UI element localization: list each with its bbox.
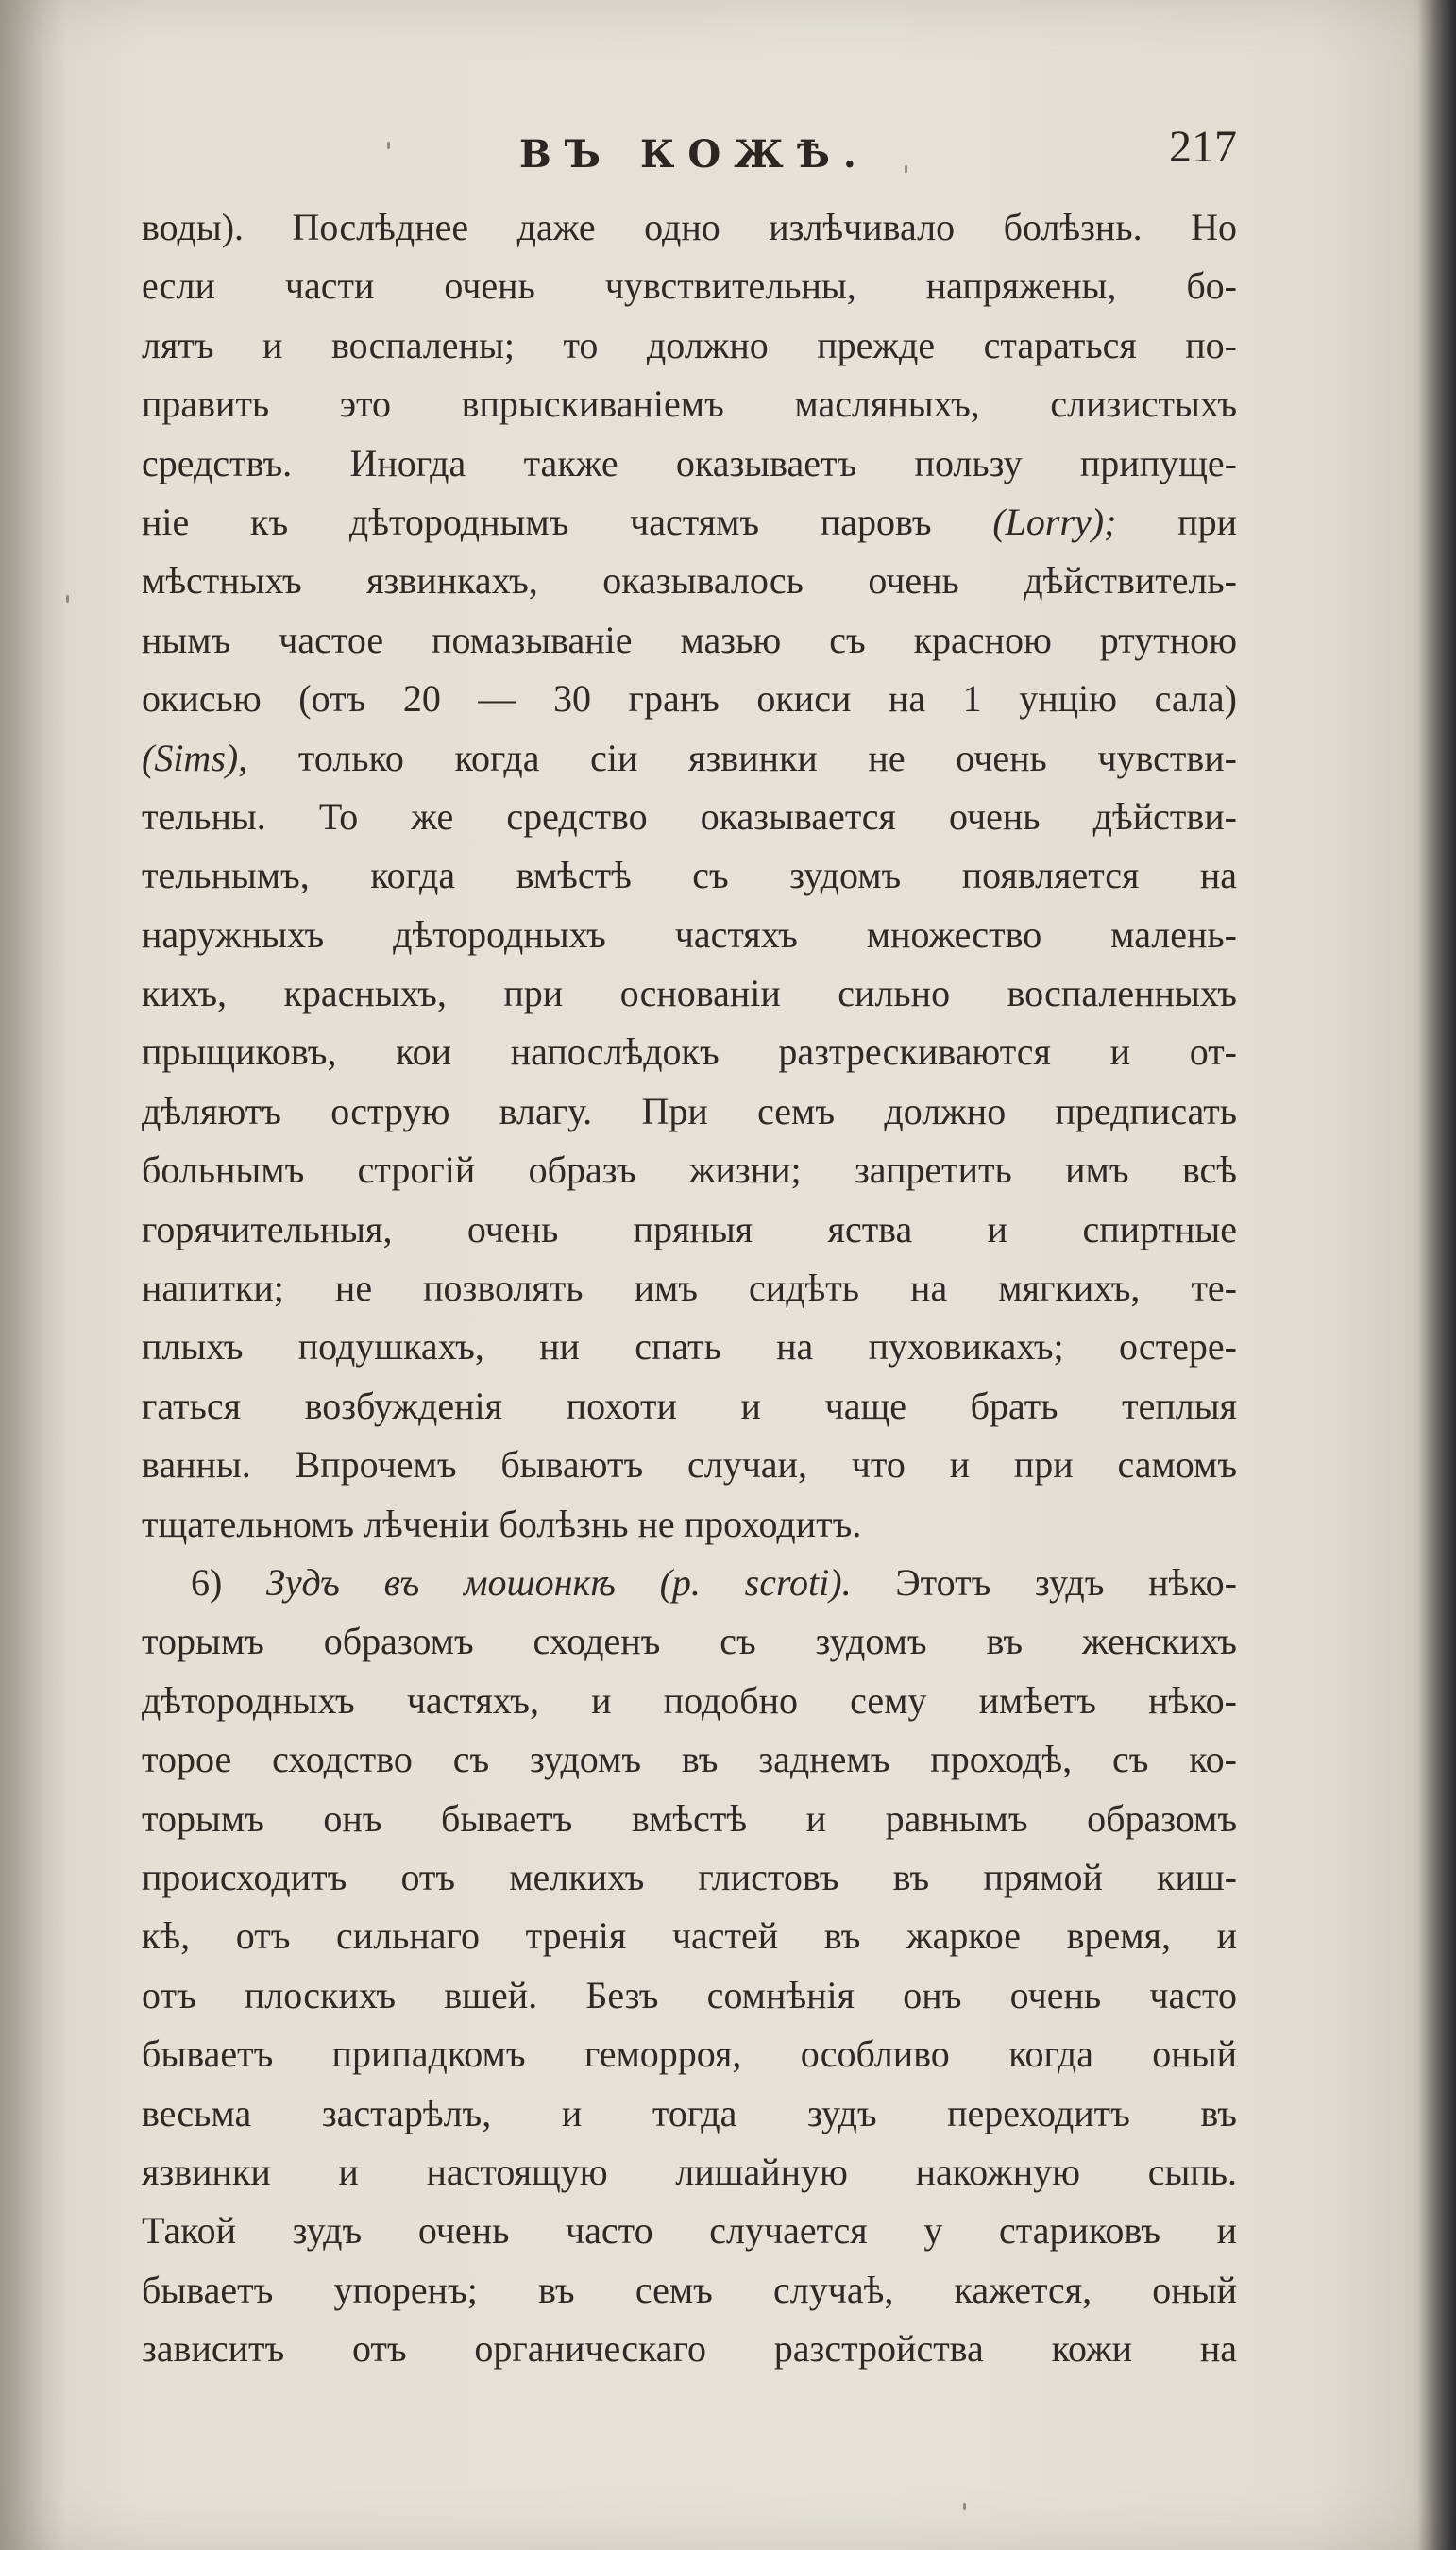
text-line — [142, 257, 1237, 315]
text-line — [142, 2084, 1237, 2143]
text-segment: кѣ, отъ сильнаго тренія частей въ жаркое время, и — [142, 1914, 1237, 1958]
text-line — [142, 1612, 1237, 1671]
text-segment: тельны. То же средство оказывается очень дѣйстви- — [142, 794, 1237, 838]
ink-speck — [963, 2503, 966, 2510]
text-line — [142, 552, 1237, 610]
text-line — [142, 1730, 1237, 1789]
text-segment: весьма застарѣлъ, и тогда зудъ переходитъ въ — [142, 2091, 1237, 2134]
text-line — [142, 2202, 1237, 2260]
text-line — [142, 1672, 1237, 1730]
text-line — [142, 846, 1237, 905]
text-segment: гаться возбужденія похоти и чаще брать теплыя — [142, 1384, 1237, 1427]
text-line — [142, 1495, 1237, 1554]
text-line — [142, 1848, 1237, 1907]
text-line — [142, 1023, 1237, 1081]
text-segment: кихъ, красныхъ, при основаніи сильно воспаленныхъ — [142, 972, 1237, 1015]
text-segment: напитки; не позволять имъ сидѣть на мягкихъ, те- — [142, 1266, 1237, 1310]
text-line — [142, 788, 1237, 846]
page-header — [142, 121, 1237, 196]
text-segment: происходитъ отъ мелкихъ глистовъ въ прямой киш- — [142, 1855, 1237, 1898]
text-line — [142, 1436, 1237, 1494]
text-line — [142, 1790, 1237, 1848]
text-line — [142, 1554, 1237, 1612]
text-line — [142, 1259, 1237, 1318]
text-segment: нымъ частое помазываніе мазью съ красною ртутною — [142, 618, 1237, 661]
text-segment: дѣтородныхъ частяхъ, и подобно сему имѣетъ нѣко- — [142, 1678, 1237, 1722]
text-line — [142, 1082, 1237, 1141]
text-segment: торымъ образомъ сходенъ съ зудомъ въ женскихъ — [142, 1620, 1237, 1663]
text-line — [142, 434, 1237, 493]
text-segment: горячительныя, очень пряныя яства и спиртные — [142, 1207, 1237, 1250]
text-segment: править это впрыскиваніемъ масляныхъ, слизистыхъ — [142, 382, 1237, 426]
text-line — [142, 2320, 1237, 2378]
text-segment: ванны. Впрочемъ бываютъ случаи, что и при самомъ — [142, 1443, 1237, 1487]
italic-text-segment: (Lorry); — [992, 500, 1117, 543]
text-segment: мѣстныхъ язвинкахъ, оказывалось очень дѣйствитель- — [142, 559, 1237, 603]
text-segment: дѣляютъ острую влагу. При семъ должно предписать — [142, 1089, 1237, 1132]
text-line — [142, 1200, 1237, 1259]
text-line — [142, 1907, 1237, 1965]
text-line — [142, 611, 1237, 670]
text-line — [142, 2025, 1237, 2083]
text-line — [142, 2261, 1237, 2320]
text-line — [142, 729, 1237, 788]
page-number: 217 — [1169, 122, 1237, 172]
text-line — [142, 670, 1237, 728]
running-title: ВЪ КОЖѢ. — [519, 132, 870, 177]
text-segment: зависитъ отъ органическаго разстройства кожи на — [142, 2327, 1237, 2371]
italic-text-segment: (Sims) — [142, 736, 239, 779]
text-segment: прыщиковъ, кои напослѣдокъ разтрескиваются и от- — [142, 1030, 1237, 1074]
text-segment: лятъ и воспалены; то должно прежде стараться по- — [142, 323, 1237, 366]
text-line — [142, 493, 1237, 552]
text-line — [142, 198, 1237, 257]
text-line — [142, 375, 1237, 434]
text-segment: бываетъ припадкомъ геморроя, особливо когда оный — [142, 2032, 1237, 2076]
text-segment: если части очень чувствительны, напряжены, бо- — [142, 264, 1237, 308]
text-segment: Этотъ зудъ нѣко- — [851, 1560, 1238, 1604]
text-segment: окисью (отъ 20 — 30 гранъ окиси на 1 унцію сала) — [142, 677, 1237, 721]
text-line — [142, 316, 1237, 375]
text-segment: средствъ. Иногда также оказываетъ пользу припуще- — [142, 441, 1237, 484]
text-line — [142, 1377, 1237, 1436]
text-line — [142, 2143, 1237, 2202]
text-segment: плыхъ подушкахъ, ни спать на пуховикахъ; остере- — [142, 1325, 1237, 1368]
body-text — [142, 198, 1237, 2378]
ink-speck — [66, 595, 69, 603]
text-segment: при — [1116, 500, 1237, 543]
text-segment: бываетъ упоренъ; въ семъ случаѣ, кажется, оный — [142, 2268, 1237, 2311]
text-segment: язвинки и настоящую лишайную накожную сыпь. — [142, 2150, 1237, 2193]
text-segment: , только когда сіи язвинки не очень чувстви- — [238, 736, 1237, 779]
text-line — [142, 1141, 1237, 1199]
text-segment: отъ плоскихъ вшей. Безъ сомнѣнія онъ очень часто — [142, 1973, 1237, 2016]
text-segment: больнымъ строгій образъ жизни; запретить имъ всѣ — [142, 1148, 1237, 1192]
text-line — [142, 906, 1237, 964]
text-segment: Такой зудъ очень часто случается у стариковъ и — [142, 2209, 1237, 2252]
text-segment: тельнымъ, когда вмѣстѣ съ зудомъ появляется на — [142, 854, 1237, 897]
text-segment: наружныхъ дѣтородныхъ частяхъ множество малень- — [142, 912, 1237, 956]
text-segment: торымъ онъ бываетъ вмѣстѣ и равнымъ образомъ — [142, 1796, 1237, 1840]
text-segment: ніе къ дѣтороднымъ частямъ паровъ — [142, 500, 993, 543]
ink-speck — [387, 142, 390, 149]
italic-text-segment: Зудъ въ мошонкѣ (p. scroti). — [266, 1560, 852, 1604]
text-segment: торое сходство съ зудомъ въ заднемъ проходѣ, съ ко- — [142, 1738, 1237, 1781]
text-segment: воды). Послѣднее даже одно излѣчивало болѣзнь. Но — [142, 206, 1237, 248]
ink-speck — [905, 165, 907, 173]
text-segment: тщательномъ лѣченіи болѣзнь не проходитъ. — [142, 1502, 862, 1545]
text-segment: 6) — [191, 1560, 267, 1604]
text-line — [142, 1966, 1237, 2025]
text-line — [142, 1318, 1237, 1376]
text-line — [142, 964, 1237, 1023]
